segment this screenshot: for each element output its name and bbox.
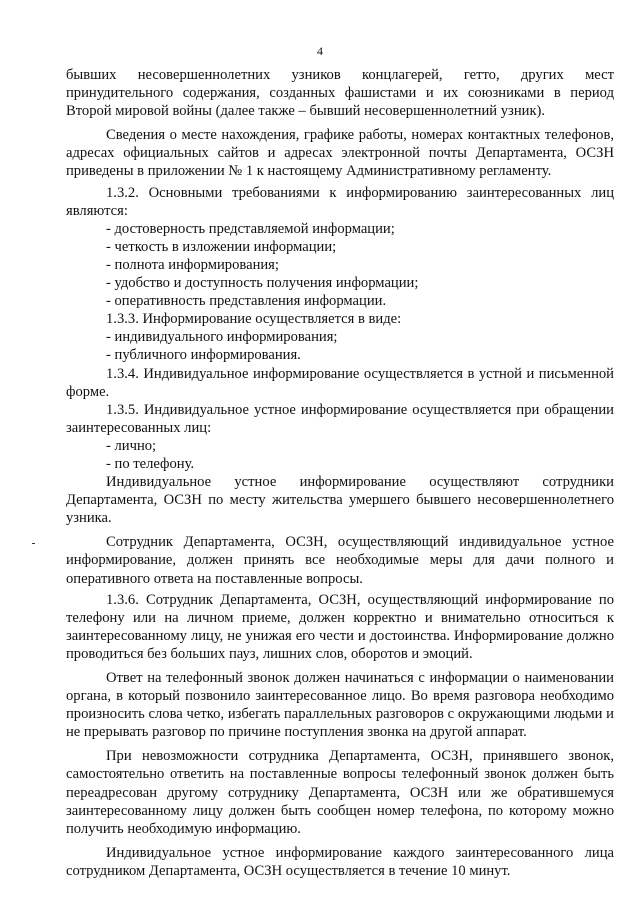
paragraph: - лично; xyxy=(106,437,157,454)
margin-mark xyxy=(32,543,35,544)
paragraph: 1.3.6. Сотрудник Департамента, ОСЗН, осуществляющий информирование по телефону или на личном приеме, должен корректно и внимательно относиться к заинтересованному лицу, не унижая его чести и достоинства. Информирование должно проводиться без больших пауз, лишних слов, оборотов и эмоций. xyxy=(66,591,614,662)
paragraph: 1.3.4. Индивидуальное информирование осуществляется в устной и письменной форме. xyxy=(66,365,614,400)
paragraph: - по телефону. xyxy=(106,455,195,472)
paragraph: - четкость в изложении информации; xyxy=(106,238,337,255)
paragraph: Сведения о месте нахождения, графике работы, номерах контактных телефонов, адресах официальных сайтов и адресах электронной почты Департамента, ОСЗН приведены в приложении № 1 к настоящему Административному регламенту. xyxy=(66,127,614,180)
paragraph: бывших несовершеннолетних узников концлагерей, гетто, других мест принудительного содержания, созданных фашистами и их союзниками в период Второй мировой войны (далее также – бывший несовершеннолетний узник). xyxy=(66,67,614,120)
paragraph: - достоверность представляемой информации; xyxy=(106,220,395,237)
paragraph: 1.3.3. Информирование осуществляется в виде: xyxy=(106,311,402,328)
paragraph: Ответ на телефонный звонок должен начинаться с информации о наименовании органа, в который позвонило заинтересованное лицо. Во время разговора необходимо произносить слова четко, избегать параллельных разговоров с окружающими людьми и не прерывать разговор по причине поступления звонка на другой аппарат. xyxy=(66,670,614,741)
page-number: 4 xyxy=(317,44,323,58)
paragraph: Индивидуальное устное информирование осуществляют сотрудники Департамента, ОСЗН по месту жительства умершего бывшего несовершеннолетнего узника. xyxy=(66,474,614,527)
paragraph: 1.3.5. Индивидуальное устное информирование осуществляется при обращении заинтересованных лиц: xyxy=(66,401,614,436)
paragraph: - удобство и доступность получения информации; xyxy=(106,275,419,292)
paragraph: При невозможности сотрудника Департамента, ОСЗН, принявшего звонок, самостоятельно ответить на поставленные вопросы телефонный звонок должен быть переадресован другому сотруднику Департамента, ОСЗН или же обратившемуся заинтересованному лицу должен быть сообщен номер телефона, по которому можно получить необходимую информацию. xyxy=(66,748,614,837)
paragraph: - индивидуального информирования; xyxy=(106,329,338,346)
paragraph: - оперативность представления информации. xyxy=(106,293,387,310)
paragraph: - публичного информирования. xyxy=(106,347,301,364)
paragraph: Индивидуальное устное информирование каждого заинтересованного лица сотрудником Департамента, ОСЗН осуществляется в течение 10 минут. xyxy=(66,844,614,879)
paragraph: 1.3.2. Основными требованиями к информированию заинтересованных лиц являются: xyxy=(66,184,614,219)
document-body xyxy=(66,66,614,880)
paragraph: Сотрудник Департамента, ОСЗН, осуществляющий индивидуальное устное информирование, должен принять все необходимые меры для дачи полного и оперативного ответа на поставленные вопросы. xyxy=(66,534,614,587)
paragraph: - полнота информирования; xyxy=(106,256,279,273)
